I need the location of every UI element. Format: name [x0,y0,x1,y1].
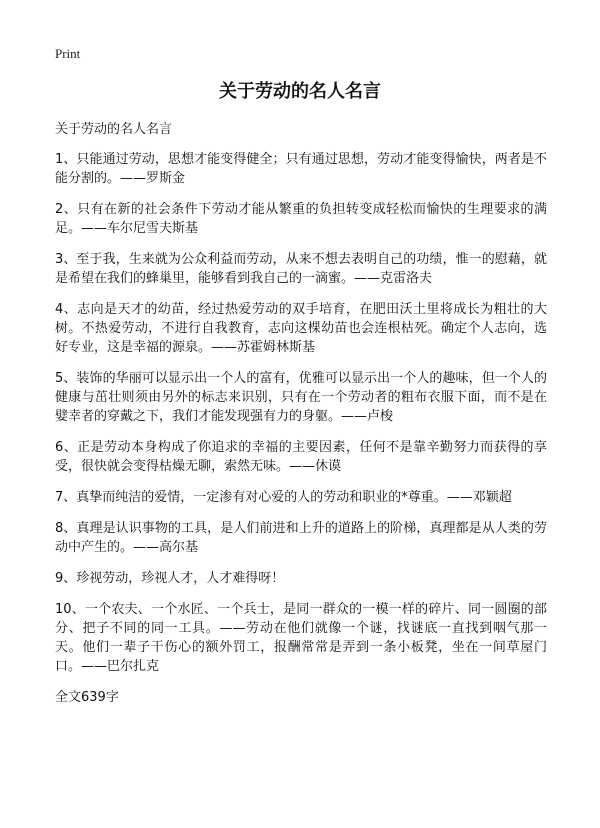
quote-item-5: 5、装饰的华丽可以显示出一个人的富有，优雅可以显示出一个人的趣味，但一个人的健康与茁壮则须由另外的标志来识别，只有在一个劳动者的粗布衣服下面，而不是在嬖幸者的穿戴之下，我们才能发现强有力的身躯。——卢梭 [55,371,547,424]
quote-item-8: 8、真理是认识事物的工具，是人们前进和上升的道路上的阶梯，真理都是从人类的劳动中产生的。——高尔基 [55,521,547,555]
article-body [55,120,547,707]
quote-item-3: 3、至于我，生来就为公众利益而劳动，从来不想去表明自己的功绩，惟一的慰藉，就是希望在我们的蜂巢里，能够看到我自己的一滴蜜。——克雷洛夫 [55,252,547,286]
quote-item-2: 2、只有在新的社会条件下劳动才能从繁重的负担转变成轻松而愉快的生理要求的满足。——车尔尼雪夫斯基 [55,202,547,236]
quote-item-7: 7、真挚而纯洁的爱情，一定渗有对心爱的人的劳动和职业的*尊重。——邓颖超 [55,490,512,505]
article-subtitle: 关于劳动的名人名言 [55,122,173,137]
quote-item-6: 6、正是劳动本身构成了你追求的幸福的主要因素，任何不是靠辛勤努力而获得的享受，很快就会变得枯燥无聊，索然无味。——休谟 [55,440,547,474]
quote-item-10: 10、一个农夫、一个水匠、一个兵士，是同一群众的一模一样的碎片、同一圆圈的部分、把子不同的同一工具。——劳动在他们就像一个谜，找谜底一直找到咽气那一天。他们一辈子干伤心的额外罚工，报酬常常是弄到一条小板凳，坐在一间草屋门口。——巴尔扎克 [55,602,547,674]
print-link[interactable]: Print [55,46,81,61]
quote-item-4: 4、志向是天才的幼苗，经过热爱劳动的双手培育，在肥田沃土里将成长为粗壮的大树。不热爱劳动，不进行自我教育，志向这棵幼苗也会连根枯死。确定个人志向，选好专业，这是幸福的源泉。——苏霍姆林斯基 [55,302,547,355]
word-count-footer: 全文639字 [55,690,119,705]
quote-item-1: 1、只能通过劳动，思想才能变得健全；只有通过思想，劳动才能变得愉快，两者是不能分割的。——罗斯金 [55,152,547,186]
quote-item-9: 9、珍视劳动，珍视人才，人才难得呀！ [55,571,285,586]
page-title: 关于劳动的名人名言 [219,81,381,102]
